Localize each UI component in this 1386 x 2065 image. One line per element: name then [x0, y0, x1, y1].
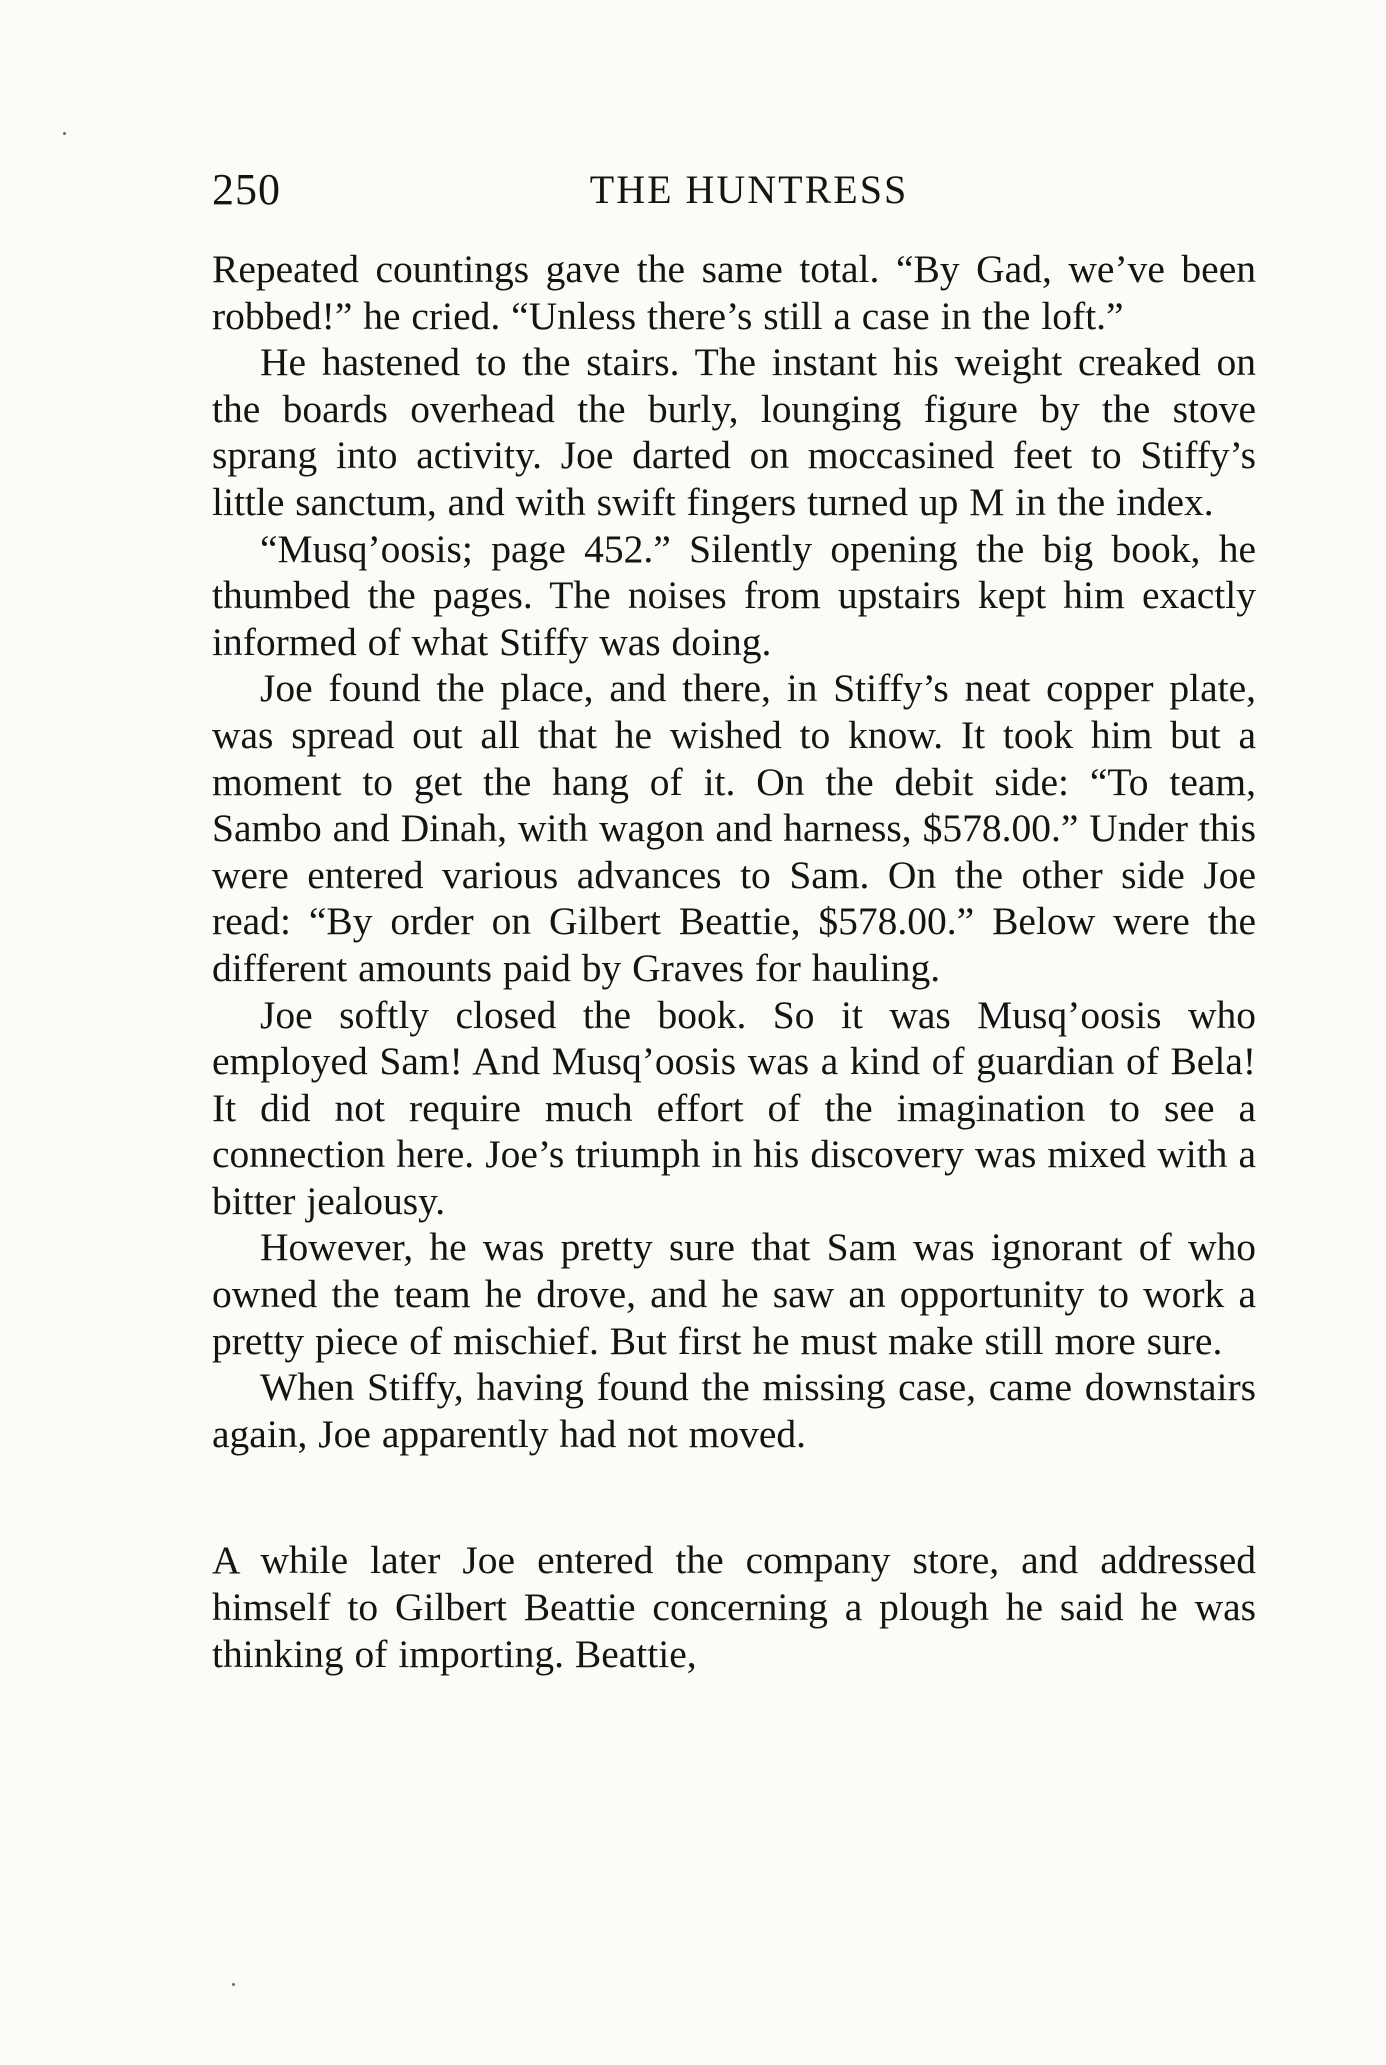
paragraph: Repeated countings gave the same total. “By Gad, we’ve been robbed!” he cried. “Unless there’s still a case in the loft.” — [212, 247, 1256, 338]
running-title: THE HUNTRESS — [589, 167, 909, 212]
page-body — [212, 246, 1256, 1677]
section-break — [212, 1457, 1256, 1537]
page-speck — [232, 1983, 235, 1986]
paragraph: Joe softly closed the book. So it was Musq’oosis who employed Sam! And Musq’oosis was a kind of guardian of Bela! It did not require much effort of the imagination to see a connection here. Joe’s triumph in his discovery was mixed with a bitter jealousy. — [212, 992, 1256, 1223]
paragraph: Joe found the place, and there, in Stiffy’s neat copper plate, was spread out all that he wished to know. It took him but a moment to get the hang of it. On the debit side: “To team, Sambo and Dinah, with wagon and harness, $578.00.” Under this were entered various advances to Sam. On the other side Joe read: “By order on Gilbert Beattie, $578.00.” Below were the different amounts paid by Graves for hauling. — [212, 666, 1256, 990]
page-number: 250 — [212, 165, 281, 214]
paragraph: When Stiffy, having found the missing case, came downstairs again, Joe apparently had not moved. — [212, 1365, 1256, 1456]
paragraph: A while later Joe entered the company store, and addressed himself to Gilbert Beattie concerning a plough he said he was thinking of importing. Beattie, — [212, 1538, 1256, 1676]
paragraph: “Musq’oosis; page 452.” Silently opening the big book, he thumbed the pages. The noises from upstairs kept him exactly informed of what Stiffy was doing. — [212, 526, 1256, 664]
page-speck — [63, 132, 66, 135]
paragraph: He hastened to the stairs. The instant his weight creaked on the boards overhead the burly, lounging figure by the stove sprang into activity. Joe darted on moccasined feet to Stiffy’s little sanctum, and with swift fingers turned up M in the index. — [212, 340, 1256, 524]
page-header — [212, 160, 1256, 220]
paragraph: However, he was pretty sure that Sam was ignorant of who owned the team he drove, and he saw an opportunity to work a pretty piece of mischief. But first he must make still more sure. — [212, 1225, 1256, 1363]
